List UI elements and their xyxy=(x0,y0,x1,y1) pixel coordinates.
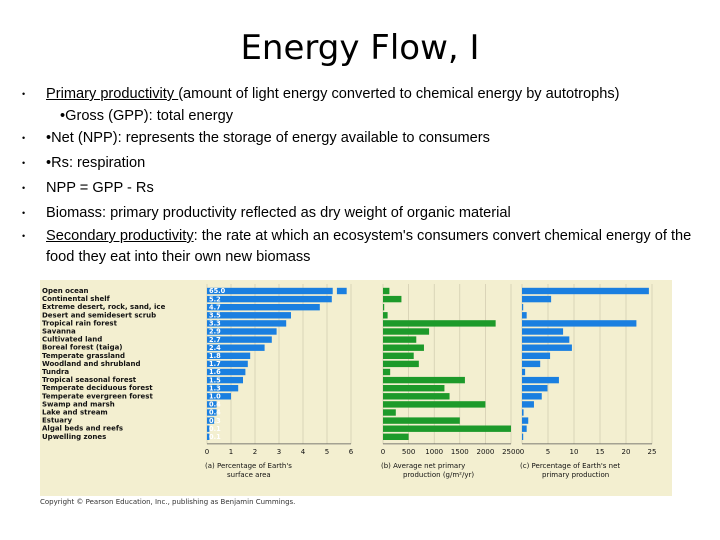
bullet-secondary-productivity xyxy=(22,226,712,268)
data-label: 4.7 xyxy=(209,303,221,312)
data-label: 2.9 xyxy=(209,327,221,336)
bar xyxy=(522,336,569,342)
bar xyxy=(207,296,332,302)
category-label: Woodland and shrubland xyxy=(42,359,141,368)
bullet-text: •Rs: respiration xyxy=(46,155,146,171)
panel-caption: (c) Percentage of Earth's net xyxy=(520,461,621,470)
bar xyxy=(383,409,396,415)
category-label: Desert and semidesert scrub xyxy=(42,311,157,320)
data-label: 0.4 xyxy=(209,400,221,409)
bar xyxy=(383,320,496,326)
bar xyxy=(522,377,559,383)
bar xyxy=(383,434,409,440)
bullet-marker: • xyxy=(22,231,26,241)
bullet-npp xyxy=(22,126,712,151)
bar xyxy=(383,296,401,302)
category-label: Temperate deciduous forest xyxy=(42,384,153,393)
category-label: Savanna xyxy=(42,327,76,336)
data-label: 0.4 xyxy=(209,408,221,417)
bullet-text: •Net (NPP): represents the storage of energy available to consumers xyxy=(46,130,490,146)
tick-label: 15 xyxy=(595,447,605,456)
bar xyxy=(383,345,424,351)
data-label: 65.0 xyxy=(209,287,226,296)
data-label: 1.8 xyxy=(209,352,221,360)
tick-label: 10 xyxy=(569,447,579,456)
bullet-text: (amount of light energy converted to chemical energy by autotrophs) xyxy=(178,86,620,102)
category-label: Temperate grassland xyxy=(42,351,125,360)
bar xyxy=(207,304,320,310)
data-label: 1.0 xyxy=(209,392,221,401)
bar xyxy=(522,353,550,359)
bar-break-segment xyxy=(337,288,347,294)
bar xyxy=(522,320,636,326)
bullet-marker: • xyxy=(22,158,26,168)
data-label: 1.5 xyxy=(209,376,221,385)
bar xyxy=(383,328,429,334)
tick-label: 25 xyxy=(647,447,657,456)
bar xyxy=(383,336,416,342)
bullet-text: : the rate at which an ecosystem's consumers convert chemical energy of the food they eat into their own new biomass xyxy=(46,228,692,265)
bullet-text: NPP = GPP - Rs xyxy=(46,180,154,196)
bar xyxy=(383,426,511,432)
copyright-note: Copyright © Pearson Education, Inc., publishing as Benjamin Cummings. xyxy=(40,498,296,506)
category-label: Boreal forest (taiga) xyxy=(42,343,123,352)
tick-label: 0 xyxy=(204,447,210,456)
bar xyxy=(522,385,547,391)
category-label: Swamp and marsh xyxy=(42,400,115,409)
bar xyxy=(522,328,563,334)
bullet-subline-gpp: •Gross (GPP): total energy xyxy=(60,108,233,124)
bar xyxy=(522,409,524,415)
tick-label: 1000 xyxy=(425,447,444,456)
bar xyxy=(383,377,465,383)
tick-label: 0 xyxy=(519,447,525,456)
bullet-text: Biomass: primary productivity reflected as dry weight of organic material xyxy=(46,205,511,221)
term-primary-productivity: Primary productivity xyxy=(46,86,179,102)
bar xyxy=(383,353,414,359)
category-label: Temperate evergreen forest xyxy=(42,392,153,401)
category-label: Tropical rain forest xyxy=(42,319,117,328)
data-label: 3.3 xyxy=(209,319,221,328)
panel-caption: surface area xyxy=(227,470,271,479)
tick-label: 2 xyxy=(252,447,258,456)
productivity-figure xyxy=(40,280,672,496)
bullet-primary-productivity xyxy=(22,82,712,126)
slide-title: Energy Flow, I xyxy=(240,28,480,68)
tick-label: 6 xyxy=(348,447,354,456)
tick-label: 20 xyxy=(621,447,631,456)
tick-label: 5 xyxy=(324,447,330,456)
category-label: Extreme desert, rock, sand, ice xyxy=(42,303,166,312)
tick-label: 0 xyxy=(380,447,386,456)
bar xyxy=(522,304,523,310)
bar xyxy=(207,288,333,294)
data-label: 0.3 xyxy=(209,416,221,425)
tick-label: 1500 xyxy=(450,447,469,456)
data-label: 2.7 xyxy=(209,335,221,344)
category-label: Tundra xyxy=(42,368,70,376)
data-label: 0.1 xyxy=(209,433,221,441)
bullet-marker: • xyxy=(22,183,26,193)
data-label: 3.5 xyxy=(209,311,221,320)
category-label: Upwelling zones xyxy=(42,432,107,441)
data-label: 0.1 xyxy=(209,424,221,433)
bar xyxy=(522,296,551,302)
bar xyxy=(383,369,390,375)
bar xyxy=(383,393,450,399)
productivity-chart xyxy=(40,280,672,496)
bullet-marker: • xyxy=(22,208,26,218)
category-label: Continental shelf xyxy=(42,295,110,304)
bar xyxy=(522,288,649,294)
category-label: Open ocean xyxy=(42,287,89,295)
tick-label: 4 xyxy=(300,447,306,456)
tick-label: 3 xyxy=(276,447,282,456)
term-secondary-productivity: Secondary productivity xyxy=(46,228,194,244)
tick-label: 1 xyxy=(228,447,234,456)
bar xyxy=(383,401,485,407)
bar xyxy=(383,288,389,294)
data-label: 1.6 xyxy=(209,368,221,377)
bar xyxy=(522,312,527,318)
bullet-equation xyxy=(22,176,712,201)
tick-label: 2500 xyxy=(502,447,520,456)
bar xyxy=(383,304,384,310)
bar xyxy=(522,401,534,407)
category-label: Algal beds and reefs xyxy=(42,424,124,433)
data-label: 5.2 xyxy=(209,295,221,304)
bar xyxy=(522,417,528,423)
bar xyxy=(383,312,388,318)
bullet-list xyxy=(22,82,712,268)
bullet-marker: • xyxy=(22,133,26,143)
tick-label: 2000 xyxy=(476,447,495,456)
bullet-biomass xyxy=(22,201,712,226)
bar xyxy=(383,385,444,391)
panel-caption: (a) Percentage of Earth's xyxy=(205,461,292,470)
bar xyxy=(522,393,542,399)
bar xyxy=(383,417,460,423)
category-label: Estuary xyxy=(42,416,73,425)
panel-caption: primary production xyxy=(542,470,610,479)
data-label: 1.7 xyxy=(209,360,221,369)
category-label: Cultivated land xyxy=(42,335,103,344)
bullet-rs xyxy=(22,151,712,176)
bar xyxy=(522,426,527,432)
panel-caption: production (g/m²/yr) xyxy=(403,470,475,479)
bar xyxy=(522,345,572,351)
category-label: Lake and stream xyxy=(42,408,108,417)
tick-label: 500 xyxy=(401,447,416,456)
category-label: Tropical seasonal forest xyxy=(42,376,137,385)
data-label: 1.3 xyxy=(209,384,221,393)
data-label: 2.4 xyxy=(209,343,221,352)
bar xyxy=(522,369,525,375)
tick-label: 5 xyxy=(545,447,551,456)
bar xyxy=(522,361,540,367)
bar xyxy=(383,361,419,367)
bullet-marker: • xyxy=(22,89,26,99)
panel-caption: (b) Average net primary xyxy=(381,461,466,470)
bar xyxy=(522,434,523,440)
